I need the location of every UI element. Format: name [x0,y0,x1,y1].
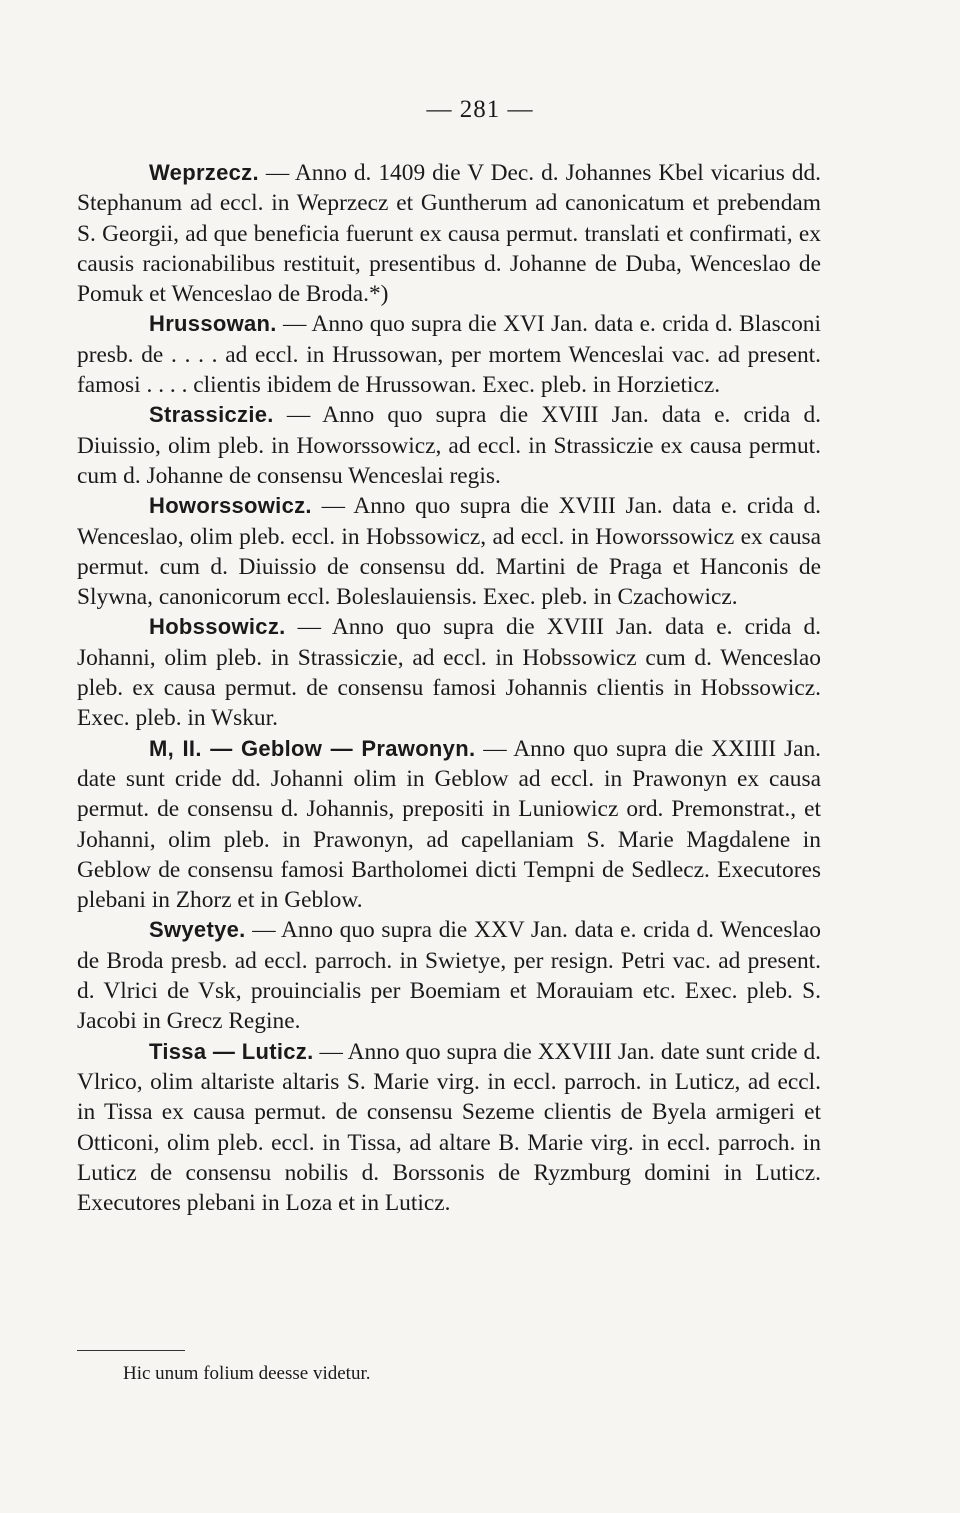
entry-heading: Weprzecz. [149,160,259,185]
entry-heading: M, II. — Geblow — Prawonyn. [149,735,476,761]
entry-heading: Howorssowicz. [149,493,312,519]
entry-text: — Anno d. 1409 die V Dec. d. Johannes Kbel vicarius dd. Stephanum ad eccl. in Weprzecz et Guntherum ad canonicatum et prebendam S. Georgii, ad que beneficia fuerunt ex causa permut. translati et confirmati, ex causis racionabilibus restituit, presentibus d. Johanne de Duba, Wenceslao de Pomuk et Wenceslao de Broda.*) [77,160,821,308]
entry-howorssowicz [77,491,821,612]
entry-geblow-prawonyn [77,734,821,916]
entry-strassiczie [77,400,821,491]
entry-swyetye [77,915,821,1036]
entry-heading: Strassiczie. [149,402,274,428]
entry-text: — Anno quo supra die XVIII Jan. data e. crida d. Johanni, olim pleb. in Strassiczie, ad eccl. in Hobssowicz cum d. Wenceslao pleb. ex causa permut. de consensu famosi Johannis clientis in Hobssowicz. Exec. pleb. in Wskur. [77,614,821,732]
page-number: — 281 — [426,96,534,123]
entry-text: — Anno quo supra die XXV Jan. data e. crida d. Wenceslao de Broda presb. ad eccl. parroch. in Swietye, per resign. Petri vac. ad present. d. Vlrici de Vsk, prouincialis per Boemiam et Morauiam etc. Exec. pleb. S. Jacobi in Grecz Regine. [77,917,821,1035]
entry-text: — Anno quo supra die XVI Jan. data e. crida d. Blasconi presb. de . . . . ad eccl. in Hrussowan, per mortem Wenceslai vac. ad present. famosi . . . . clientis ibidem de Hrussowan. Exec. pleb. in Horzieticz. [77,311,821,399]
entry-text: — Anno quo supra die XXIIII Jan. date sunt cride dd. Johanni olim in Geblow ad eccl. in Prawonyn ex causa permut. de consensu d. Johannis, prepositi in Luniowicz ord. Premonstrat., et Johanni, olim pleb. in Prawonyn, ad capellaniam S. Marie Magdalene in Geblow de consensu famosi Bartholomei dicti Tempni de Sedlecz. Executores plebani in Zhorz et in Geblow. [77,735,821,914]
entry-text: — Anno quo supra die XVIII Jan. data e. crida d. Diuissio, olim pleb. in Howorssowicz, ad eccl. in Strassiczie ex causa permut. cum d. Johanne de consensu Wenceslai regis. [77,402,821,489]
entry-hrussowan [77,309,821,400]
footnote: Hic unum folium deesse videtur. [123,1363,371,1384]
footnote-divider [77,1350,185,1351]
entry-text: — Anno quo supra die XXVIII Jan. date sunt cride d. Vlrico, olim altariste altaris S. Marie virg. in eccl. parroch. in Luticz, ad eccl. in Tissa ex causa permut. de consensu Sezeme clientis de Byela armigeri et Otticoni, olim pleb. eccl. in Tissa, ad altare B. Marie virg. in eccl. parroch. in Luticz de consensu nobilis d. Borssonis de Ryzmburg domini in Luticz. Executores plebani in Loza et in Luticz. [77,1038,821,1217]
entry-heading: Tissa — Luticz. [149,1038,314,1064]
entry-heading: Swyetye. [149,917,246,943]
entry-weprzecz [77,158,821,309]
entry-tissa-luticz [77,1037,821,1219]
document-body [77,158,821,1218]
entry-heading: Hobssowicz. [149,614,286,640]
entry-text: — Anno quo supra die XVIII Jan. data e. crida d. Wenceslao, olim pleb. eccl. in Hobssowicz, ad eccl. in Howorssowicz ex causa permut. cum d. Diuissio de consensu dd. Martini de Praga et Hanconis de Slywna, canonicorum eccl. Boleslauiensis. Exec. pleb. in Czachowicz. [77,493,821,611]
entry-hobssowicz [77,612,821,733]
entry-heading: Hrussowan. [149,311,277,337]
